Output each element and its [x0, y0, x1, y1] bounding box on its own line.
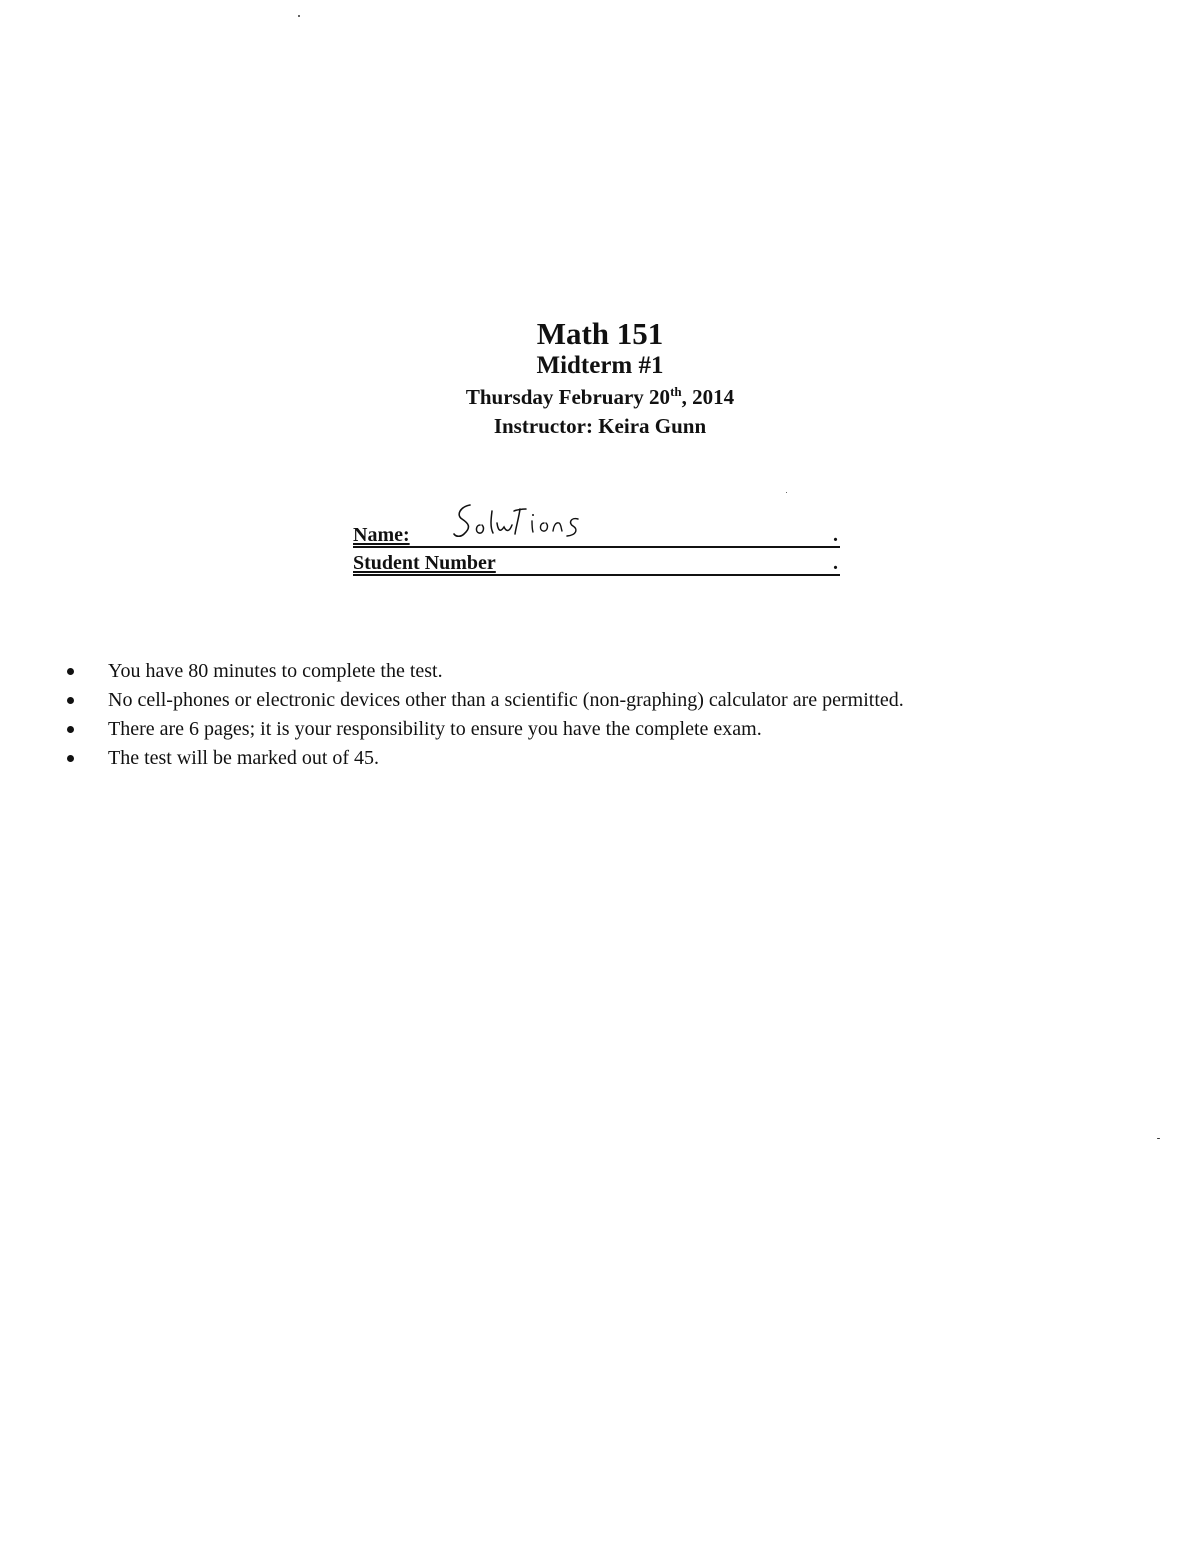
name-field[interactable] — [353, 520, 840, 548]
exam-date-ordinal: th — [670, 384, 682, 399]
course-title: Math 151 — [536, 316, 664, 351]
student-number-line-end: . — [833, 552, 838, 574]
instruction-text: No cell-phones or electronic devices other than a scientific (non-graphing) calculator are permitted. — [108, 689, 904, 711]
student-number-field[interactable] — [353, 548, 840, 576]
instruction-item — [60, 744, 904, 773]
handwritten-name-signature — [452, 497, 587, 542]
scan-speck — [786, 492, 787, 493]
scan-speck — [298, 15, 300, 17]
instruction-item — [60, 686, 904, 715]
scan-speck — [1157, 1138, 1160, 1139]
exam-date-main: Thursday February 20 — [465, 385, 671, 409]
name-line-end: . — [833, 524, 838, 546]
instruction-item — [60, 657, 904, 686]
exam-title: Midterm #1 — [536, 352, 664, 379]
student-number-label: Student Number — [353, 552, 496, 574]
name-label: Name: — [353, 524, 410, 546]
instruction-text: The test will be marked out of 45. — [108, 747, 380, 769]
exam-date-year: , 2014 — [681, 385, 735, 409]
bullet-icon — [67, 755, 74, 762]
bullet-icon — [67, 726, 74, 733]
instructor-name: Instructor: Keira Gunn — [493, 414, 707, 438]
bullet-icon — [67, 697, 74, 704]
exam-date — [0, 385, 1200, 410]
instruction-item — [60, 715, 904, 744]
instruction-text: You have 80 minutes to complete the test. — [108, 660, 443, 682]
instructions-list — [60, 657, 904, 773]
bullet-icon — [67, 668, 74, 675]
instruction-text: There are 6 pages; it is your responsibility to ensure you have the complete exam. — [108, 718, 762, 740]
